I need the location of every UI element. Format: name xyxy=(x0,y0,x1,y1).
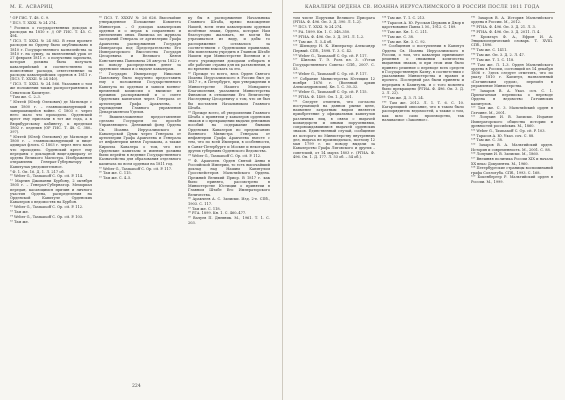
footnote-paragraph: ¹² Weber G., Tasmanoff C. Op. cit. P. 112. xyxy=(10,205,84,210)
footnote-paragraph: ²¹ Там же. С. 4–5. xyxy=(99,176,132,181)
footnote-paragraph: ¹⁴⁹ Захаров В. А. Указ. соч. С. 1. Прилагаемая переписка о переводе Ордена в ведомство Гатчинских капитулов. xyxy=(471,88,553,106)
right-page-columns xyxy=(293,16,555,376)
footnote-paragraph: ¹⁹ Weber G., Tasmanoff C. Op. cit. P. 117. xyxy=(99,166,173,171)
footnote-paragraph: ³ Роспись о государственных доходах и расходах на 1810 г. // ОР ГИС. Т. 45. С. 494. xyxy=(10,25,92,39)
right-page xyxy=(283,0,565,400)
footnote-paragraph: ²⁶ Аракчеев А. С. Записки. Изд. 2-е. СПб., 1903. С. 117. xyxy=(188,197,270,206)
footnote-paragraph: ¹²³ РГИА. Ф. 496. Оп. 3. Д. 391. Л. 1–2. xyxy=(293,34,365,39)
footnote-paragraph: ¹⁵⁴ Там же. С. 38. xyxy=(471,138,503,143)
footnote-paragraph: ⁸ Юхтей (Юзеф Олехович) де Матильде в 1800 г. – главнокомандующий и вице-адмирал флота. С 1803 г. через него мало что проходило. Орденский крест ему переданы с докладной вице-адмиралу от ордена Великого Магистра. Изображения отправлены Генерал-Губернатору в Капитулах уведомительное. xyxy=(10,134,92,169)
footnote-paragraph: ¹⁴⁰ Там же. 2012. Л. 1. Т. 6. С. 10. Кагарлицкий описание, что в таком было распорядитель ведомостей, а также о том, как шло само производство, так называемое «Законное». xyxy=(382,100,464,122)
footnote-paragraph: ¹⁴¹ Захаров В. А. История Мальтийского ордена в России. М., 2012. xyxy=(471,16,553,25)
left-page xyxy=(0,0,282,400)
footnote-paragraph: ¹³³ Там же. Т. 1. С. 213. xyxy=(382,16,426,20)
footnote-paragraph: ¹⁵¹ Лопухин И. В. Записки. Издание Императорского общества истории и древностей российских. М., 1860. xyxy=(471,115,553,128)
footnote-paragraph: ¹⁵⁷ Внешняя политика России XIX и начала XX века: Документы. М., 1960. xyxy=(471,157,553,166)
footnote-paragraph: ²³ Прежде всего, об уведомлении Главного Штаба о принятии у кавалеров орденских знаков и о прекращении выдачи денежных пособий на содержание бывших Орденских Кавалеров по предписанию Военного Министра Генерала от инфантерии Графа Аракчеева вместе с тем, что по всей Империи, в особенности, в Санкт-Петербурге и Москве и некоторых других губерниях Орденского Ведомства. xyxy=(188,110,270,153)
footnote-paragraph: ¹⁴⁸ Там же. Л. 1–3. Орден Мальтийского ордена в России, состоящий из 14 декабря 1806 г. Здесь следует отметить, что по указу 1810 г. Капитул, назначенный «Гатчинским судом», перешёл в управление Министерства. xyxy=(471,62,553,88)
footnote-paragraph: ¹⁸ Вышеизложенное предоставление сделано Государем по просьбе Управляющего. Денежный фонд Ордена Св. Иоанна Иерусалимского и Кавалерской Думы через Генерала от артиллерии Графа Аракчеева и Генерала от инфантерии князя Горчакова, а также Кирилла Кавалера о том, что все Орденские капиталы и имения должны были перейти в ведение Государственного Казначейства для образования отдельного капитала по всем орденам на 1811 год. xyxy=(99,114,181,166)
right-column-1 xyxy=(293,16,375,376)
footnote-paragraph: ¹³⁹ Там же. Д. 3. Л. 24. xyxy=(382,96,424,101)
footnote-paragraph: ²² Прежде то всего, весь Орден Святого Иоанна Иерусалимского в России был до 1817 г., в Петербурге, при утверждении в Министерстве Нашего Монаршего Благоволения, указанием Министерства Финансов в отношении Его Величеству Наследнику Цесаревичу о том, что он был бы поставлен Начальником Главного Штаба. xyxy=(188,71,270,110)
footnote-paragraph: ¹⁴⁷ Там же. Т. 1. С. 118. xyxy=(471,57,515,62)
left-column-1 xyxy=(10,16,92,376)
footnote-paragraph: ²⁹ Валуев П. Дневник. М., 1961. Т. 1. С. 203. xyxy=(188,216,270,225)
footnote-paragraph: ¹²⁵ Шильдер Н. К. Император Александр Первый. СПб., 1898. Т. 3. С. 42. xyxy=(293,44,375,53)
footnote-paragraph: ¹⁴⁶ Там же. Оп. 3. Д. 2. Л. 47. xyxy=(471,52,525,57)
running-head-right: КАВАЛЕРЫ ОРДЕНА СВ. ИОАННА ИЕРУСАЛИМСКОГО В РОССИИ ПОСЛЕ 1811 ГОДА xyxy=(305,5,540,10)
footnote-paragraph: ¹³² Следует отметить, что согласно поступающей на данном рынке цене, наименее затратным видом является приобретение у официальных капитулов различных лиц, в связи с выдачей командорств и иными поручениями, сопровождавшимися выдачей орденских знаков. Единственный случай, сообщение из которого по Министерству внутренних дел, выдача не производилась, поэтому 12 мая 1799 г. по поводу выдачи за Кавалерство Графа Лиговского и других – советский, от 14 марта 1803 г. (РГИА. Ф. 496. Оп. 1. Д. 177. Л. 53 об. – 54 об.). xyxy=(293,99,375,159)
footnote-paragraph: ¹⁵⁹ Бокенбергер Р. Мальтийский орден в России. М., 1999. xyxy=(471,175,553,184)
footnote-paragraph: ¹²² РА. 1899. Кн. 1. С. 348–350. xyxy=(293,29,351,34)
footnote-paragraph: ¹³¹ РГИА. Ф. 1409. Оп. 1. Д. 201. xyxy=(293,94,353,99)
footnote-paragraph: ¹⁵⁶ Лопухин И. В. Записки. М., 1860. xyxy=(471,152,540,157)
footnote-paragraph: ¹²⁴ Там же. Л. 3–4 об. xyxy=(293,39,333,44)
footnote-paragraph: ¹⁵⁵ Захаров В. А. Мальтийский орден. История и современность. М., 2001. С. 88. xyxy=(471,143,553,152)
footnote-paragraph: ¹⁵⁰ Там же. С. 3. Мальтийский орден в Гатчине. М., 2001. xyxy=(471,106,553,115)
footnote-paragraph: ² ПСЗ. Т. XXXI. № 24 274. xyxy=(10,20,57,25)
footnote-paragraph: ¹⁴⁵ Там же. С. 1411. xyxy=(471,48,508,53)
footnote-paragraph: ¹⁶ ПСЗ. Т. XXXIV. № 26 626. Высочайше утвержденное Положение Комитета Министров. – О доходах кавалерских орденов и о мерах к сохранению и увеличению оных. Выписка из журнала заседаний Генерала от артиллерии Графа Аракчеева распоряжения Государя Императора под Председательство Его Императорского Высочества Государя Цесаревича и Великого Князя Константина Павловича 28 августа 1822 г. по поводу распределения денег за орденские знаки и о выдаче кавалерам. xyxy=(99,16,181,71)
footnote-paragraph: ²⁴ Weber G., Tasmanoff C. Op. cit. P. 112. xyxy=(188,153,262,158)
footnote-paragraph: ²⁸ РГА. 1899. Кн. 1. С. 460–477. xyxy=(188,211,247,216)
footnote-paragraph: ку бы в распоряжение Начальника Главного Штаба, прямо нахождение Нашей, всем этим кавалерским орденам почётные знаки, Ордена, которые Нам благоугодно жаловать, не могли бы утрачиваться из виду, и дабы то распоряжение оставалось за соответствием с Орденскими правилами, Мы повелеваем учредить в Главном Штабе Нашем при Министерстве Военном и с этого учреждения доходами отбирать в обе рабочие страны для их разъяснения, и по времени взыскать за это. xyxy=(188,16,270,71)
footnote-paragraph: ¹⁵³ Тарасов А. Ю. Указ. соч. С. 88. xyxy=(471,133,535,138)
footnote-paragraph: ¹ ОР ГИС. Т. 48. С. 9. xyxy=(10,16,50,20)
footnote-paragraph: ¹⁰ Weber G., Tasmanoff C. Op. cit. P. 114. xyxy=(10,174,84,179)
footnote-paragraph: ¹²⁹ Собрание Министерства Юстиции 12 ноября 1876 г. (Военный архив Александровских). Кн. 1. С. 30–32. xyxy=(293,76,375,90)
footnote-paragraph: ¹²⁸ Weber G., Tasmanoff C. Op. cit. P. 117. xyxy=(293,71,368,76)
footnote-paragraph: ¹³⁴ Тарасов А. Ю. Русская Церковь и Двор в царствование Павла I. М., 1912. С. 189. xyxy=(382,20,464,30)
footnote-paragraph: ¹²⁶ Weber G., Tasmanoff C. Op. cit. P. 117. xyxy=(293,53,368,58)
footnote-paragraph: ¹³ Там же. xyxy=(10,210,29,215)
footnote-paragraph: ⁵ ПСЗ. Т. XXXI. № 24 566. Указания о том же положении также распространялись в Сенатском Капитуле. xyxy=(10,82,92,95)
right-column-3 xyxy=(471,16,553,376)
footnote-paragraph: ¹⁴² РГИА. Ф. 496. Оп. 3. Д. 21. Л. 3. xyxy=(471,25,536,30)
header-rule-left xyxy=(10,12,272,13)
page-number: 224 xyxy=(132,384,141,389)
footnote-paragraph: ¹⁴ Weber G., Tasmanoff C. Op. cit. P. 103. xyxy=(10,214,84,219)
footnote-paragraph: ¹³⁶ Там же. С. 38. xyxy=(382,34,414,39)
footnote-paragraph: ¹³⁰ Weber G., Tasmanoff C. Op. cit. P. 115. xyxy=(293,89,368,94)
footnote-paragraph: ¹⁴³ РГИА. Ф. 496. Оп. 3. Д. 2011. Л. 4. xyxy=(471,29,541,34)
footnote-paragraph: ²⁰ Там же. С. 115. xyxy=(99,171,132,176)
left-column-3 xyxy=(188,16,270,376)
left-page-columns xyxy=(10,16,272,376)
footnote-paragraph: том числе Поручики Великого Приората (РГИА. Ф. 496. Оп. 3. Д. 390. Л. 1–2). xyxy=(293,16,375,25)
footnote-paragraph: ¹²⁷ Шилова Т. Э. Роль пл. 3. «Устав Государственного Совета» СПб., 2007. С. 53. xyxy=(293,58,375,71)
footnote-paragraph: ¹³⁷ Там же. Кн. 3. С. 92. xyxy=(382,39,426,44)
footnote-paragraph: ²⁷ Там же. С. 118. xyxy=(188,206,221,211)
footnote-paragraph: ¹⁴⁴ Брокгауз Ф. А., Ефрон И. А. Энциклопедический словарь. Т. XVIII. СПб., 1896. xyxy=(471,34,553,48)
footnote-paragraph: ¹⁷ Государю Императору Николаю Павловичу было поручено предоставить ему о положении Государственного Капитула по орденам и записи военно-временной комиссии о выписке из прежних распоряжений и о смете Орденских капиталов через Генерала от артиллерии Графа Аракчеева, с учреждения Главного управления Департаментом Уделов. xyxy=(99,71,181,115)
footnote-paragraph: ¹³⁸ Сообщения о поступлении в Капитул Ордена Св. Иоанна Иерусалимского в России, о том, что кавалеры принимают решения о снижении количества выданных знаков, и при этом ими было принято решение о переводе всех средств в Государственную Казну, в соответствии с указаниями Министерства и правил и прочего. Последний раз были приняты и переданы в Капитулы, и с того момента было прекращено (РГИА. Ф. 496. Оп. 3. Д. 2. Л. 22). xyxy=(382,44,464,96)
footnote-paragraph: ⁴ ПСЗ. Т. XXXI. № 24 882. В этом проекте расходов по Ордену было опубликовано в 1810 г. Государственного казначейства за 1810 г. на сумму, за включенный урок от 27 февраля 1811 г. о получении зарплаты, которая должна была получать кавалерийский и соответственно за помесячные расходы, ответственные за расходы кавалерийских орденов в 1811 г. (ПСЗ. Т. XXXII. № 24 540). xyxy=(10,39,92,82)
footnote-paragraph: ¹¹ Мартин Джованни Бурбону, 2 октября 1805 г. – Генерал-Губернатор. Мемориал передан, касающимся причин и личного участия Ордена, распределения на Орденской Капитуле Орденских Кавалеров о ведомостях на Бурбон. xyxy=(10,179,92,205)
header-rule-right xyxy=(293,12,555,13)
footnote-paragraph: ¹²¹ ПСЗ. Т. XXXI. № 24 274. xyxy=(293,25,343,30)
footnote-paragraph: ⁷ Юхтей (Юзеф Олехович) де Матильде с мая 1800 г. – главнокомандующий в завершающейся войне. С 1803 г. через него мало что проходило. Орденский крест ему прислали в тот же года, а к Вюрцбургскому кабинету, к пределам 1802 г. изделия (ОР ГИС. Т. 48. С. 380–397). xyxy=(10,100,92,135)
running-head-left: М. Е. АСВАРИЦ xyxy=(10,5,53,10)
footnote-paragraph: ¹³⁵ Там же. Кн. 1. С. 211. xyxy=(382,29,429,34)
footnote-paragraph: ⁹ Ф. 1. Оп. 16. Д. 1. Л. 217 об. xyxy=(10,169,65,174)
footnote-paragraph: ⁶ Там же. С. 2–3. xyxy=(10,95,41,100)
footnote-paragraph: ¹⁵⁸ Петербургские страницы воспоминаний графа Соллогуба. СПб., 1993. С. 168. xyxy=(471,166,553,175)
footnote-paragraph: ²⁵ Ф. Аракчеев. Орден Святой Анны в Российской Империи, то есть высочайший доклад над Нашим Капитулом Гроссмейстеров Мальтийского Ордена. Прежний Великий Приор. В 1817 г. как было принято, рассмотрено в Министерстве Юстиции о принятии в Главном Штабе Его Императорского Величества. xyxy=(188,158,270,197)
footnote-paragraph: ¹⁵² Weber G., Tasmanoff C. Op. cit. P. 103. xyxy=(471,128,546,133)
right-column-2 xyxy=(382,16,464,376)
footnote-paragraph: ¹⁵ Там же. xyxy=(10,219,29,224)
left-column-2 xyxy=(99,16,181,376)
